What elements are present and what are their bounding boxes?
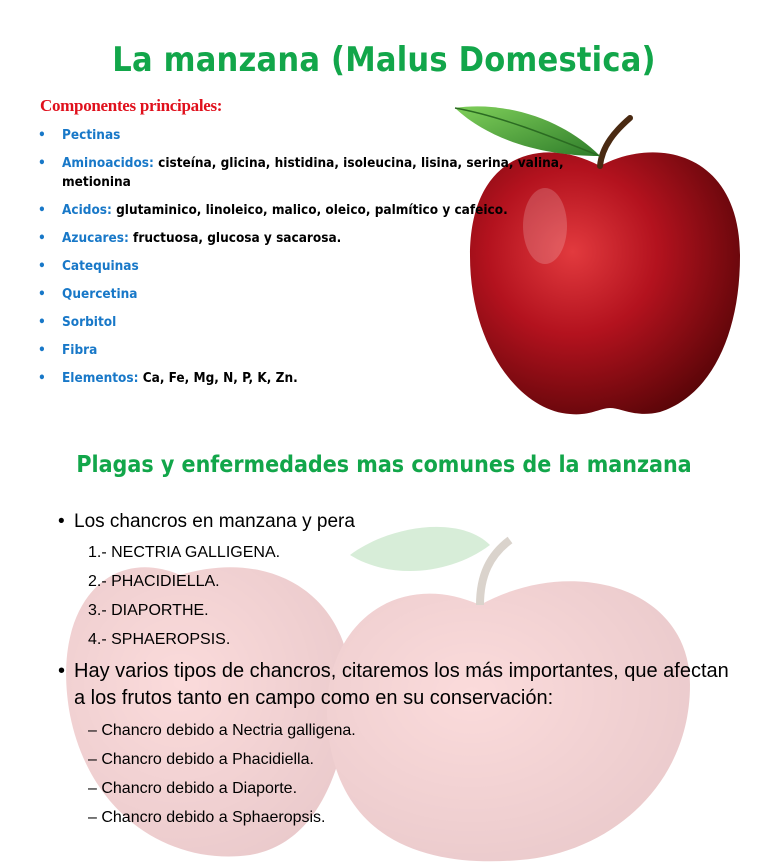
list-item (38, 341, 628, 360)
component-term: Pectinas (62, 127, 121, 143)
bullet-icon: • (38, 155, 46, 171)
bullet-icon: • (58, 511, 65, 532)
list-item: 3.- DIAPORTHE. (88, 602, 209, 619)
component-detail: fructuosa, glucosa y sacarosa. (128, 230, 342, 246)
list-item: – Chancro debido a Phacidiella. (88, 751, 314, 768)
list-item (38, 285, 628, 304)
list-item: – Chancro debido a Diaporte. (88, 780, 298, 797)
bullet-icon: • (38, 127, 46, 143)
component-term: Catequinas (62, 258, 139, 274)
list-item: – Chancro debido a Sphaeropsis. (88, 809, 326, 826)
bullet-chancros (58, 510, 738, 534)
list-item: – Chancro debido a Nectria galligena. (88, 722, 356, 739)
list-item (38, 313, 628, 332)
component-detail: cisteína, glicina, histidina, isoleucina, lisina, serina, valina, metionina (62, 155, 564, 190)
list-item: 1.- NECTRIA GALLIGENA. (88, 544, 281, 561)
page-title: La manzana (Malus Domestica) (112, 40, 656, 80)
list-item (38, 126, 628, 145)
list-item (38, 229, 628, 248)
list-item (38, 154, 628, 192)
bullet-icon: • (58, 660, 66, 682)
bullet-text: Hay varios tipos de chancros, citaremos los más importantes, que afectan a los frutos tanto en campo como en su conservación: (74, 660, 729, 709)
numbered-list (88, 538, 738, 654)
list-item (38, 201, 628, 220)
list-item (38, 369, 628, 388)
bullet-icon: • (38, 230, 46, 246)
list-item: 2.- PHACIDIELLA. (88, 573, 220, 590)
components-list (38, 126, 628, 397)
bullet-text: Los chancros en manzana y pera (74, 511, 355, 532)
bullet-icon: • (38, 370, 46, 386)
component-detail: glutaminico, linoleico, malico, oleico, palmítico y cafeico. (111, 202, 508, 218)
component-term: Fibra (62, 342, 98, 358)
slide-pests (0, 430, 768, 866)
bullet-icon: • (38, 314, 46, 330)
component-term: Azucares: (62, 230, 129, 246)
slide-components (0, 0, 768, 430)
pests-content (58, 510, 738, 832)
component-term: Elementos: (62, 370, 139, 386)
component-term: Quercetina (62, 286, 138, 302)
bullet-tipos (58, 658, 738, 712)
component-term: Aminoacidos: (62, 155, 154, 171)
component-term: Sorbitol (62, 314, 117, 330)
bullet-icon: • (38, 258, 46, 274)
bullet-icon: • (38, 202, 46, 218)
pests-heading: Plagas y enfermedades mas comunes de la manzana (76, 452, 692, 478)
component-detail: Ca, Fe, Mg, N, P, K, Zn. (138, 370, 298, 386)
bullet-icon: • (38, 286, 46, 302)
bullet-icon: • (38, 342, 46, 358)
component-term: Acidos: (62, 202, 112, 218)
list-item: 4.- SPHAEROPSIS. (88, 631, 231, 648)
components-subtitle: Componentes principales: (40, 96, 223, 115)
list-item (38, 257, 628, 276)
dashed-list (88, 716, 738, 832)
